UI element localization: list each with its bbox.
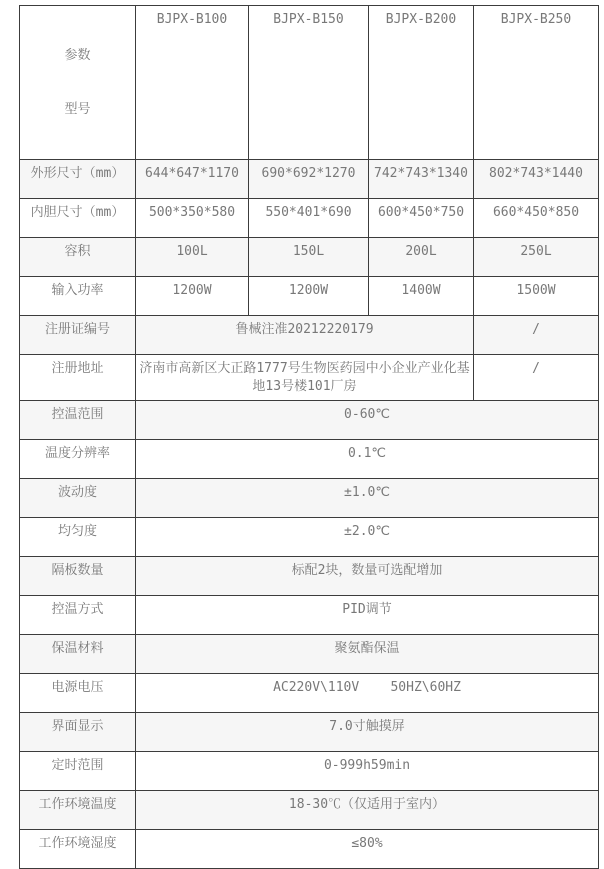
value-cell: 1200W	[249, 277, 369, 316]
value-cell: /	[474, 355, 599, 401]
value-cell: 0-999h59min	[136, 752, 599, 791]
value-cell: 550*401*690	[249, 199, 369, 238]
value-cell: 250L	[474, 238, 599, 277]
value-cell: 聚氨酯保温	[136, 635, 599, 674]
table-row	[20, 316, 599, 355]
row-label: 均匀度	[20, 518, 136, 557]
spec-table	[19, 5, 599, 869]
value-cell: 200L	[369, 238, 474, 277]
header-row	[20, 6, 599, 160]
row-label: 内胆尺寸（mm）	[20, 199, 136, 238]
row-label: 容积	[20, 238, 136, 277]
row-label: 控温方式	[20, 596, 136, 635]
value-cell: 100L	[136, 238, 249, 277]
value-cell: 7.0寸触摸屏	[136, 713, 599, 752]
table-row	[20, 830, 599, 869]
value-cell: 690*692*1270	[249, 160, 369, 199]
value-cell: 500*350*580	[136, 199, 249, 238]
value-cell: ±1.0℃	[136, 479, 599, 518]
corner-header	[20, 6, 136, 160]
corner-model-label: 型号	[64, 102, 91, 117]
model-header: BJPX-B250	[474, 6, 599, 160]
table-row	[20, 557, 599, 596]
table-row	[20, 596, 599, 635]
table-row	[20, 277, 599, 316]
row-label: 波动度	[20, 479, 136, 518]
value-cell: ≤80%	[136, 830, 599, 869]
table-row	[20, 635, 599, 674]
value-cell: 1400W	[369, 277, 474, 316]
row-label: 保温材料	[20, 635, 136, 674]
row-label: 电源电压	[20, 674, 136, 713]
value-cell: 644*647*1170	[136, 160, 249, 199]
table-row	[20, 791, 599, 830]
value-cell: PID调节	[136, 596, 599, 635]
row-label: 注册证编号	[20, 316, 136, 355]
value-cell: 1500W	[474, 277, 599, 316]
value-cell: /	[474, 316, 599, 355]
spec-table-body	[20, 160, 599, 869]
model-header: BJPX-B150	[249, 6, 369, 160]
row-label: 界面显示	[20, 713, 136, 752]
value-cell: 济南市高新区大正路1777号生物医药园中小企业产业化基地13号楼101厂房	[136, 355, 474, 401]
row-label: 定时范围	[20, 752, 136, 791]
row-label: 工作环境温度	[20, 791, 136, 830]
value-cell: 0-60℃	[136, 401, 599, 440]
value-cell: 660*450*850	[474, 199, 599, 238]
corner-param-label: 参数	[64, 48, 91, 63]
row-label: 外形尺寸（mm）	[20, 160, 136, 199]
value-cell: 鲁械注准20212220179	[136, 316, 474, 355]
row-label: 温度分辨率	[20, 440, 136, 479]
table-row	[20, 440, 599, 479]
table-row	[20, 479, 599, 518]
table-row	[20, 160, 599, 199]
row-label: 工作环境湿度	[20, 830, 136, 869]
value-cell: 802*743*1440	[474, 160, 599, 199]
value-cell: 600*450*750	[369, 199, 474, 238]
row-label: 隔板数量	[20, 557, 136, 596]
value-cell: ±2.0℃	[136, 518, 599, 557]
value-cell: 742*743*1340	[369, 160, 474, 199]
row-label: 输入功率	[20, 277, 136, 316]
value-cell: 标配2块，数量可选配增加	[136, 557, 599, 596]
table-row	[20, 752, 599, 791]
value-cell: 1200W	[136, 277, 249, 316]
table-row	[20, 674, 599, 713]
table-row	[20, 238, 599, 277]
model-header: BJPX-B100	[136, 6, 249, 160]
table-row	[20, 518, 599, 557]
value-cell: 150L	[249, 238, 369, 277]
row-label: 注册地址	[20, 355, 136, 401]
table-row	[20, 401, 599, 440]
value-cell: 18-30℃（仅适用于室内）	[136, 791, 599, 830]
value-cell: AC220V\110V 50HZ\60HZ	[136, 674, 599, 713]
table-row	[20, 355, 599, 401]
model-header: BJPX-B200	[369, 6, 474, 160]
table-row	[20, 713, 599, 752]
value-cell: 0.1℃	[136, 440, 599, 479]
row-label: 控温范围	[20, 401, 136, 440]
table-row	[20, 199, 599, 238]
